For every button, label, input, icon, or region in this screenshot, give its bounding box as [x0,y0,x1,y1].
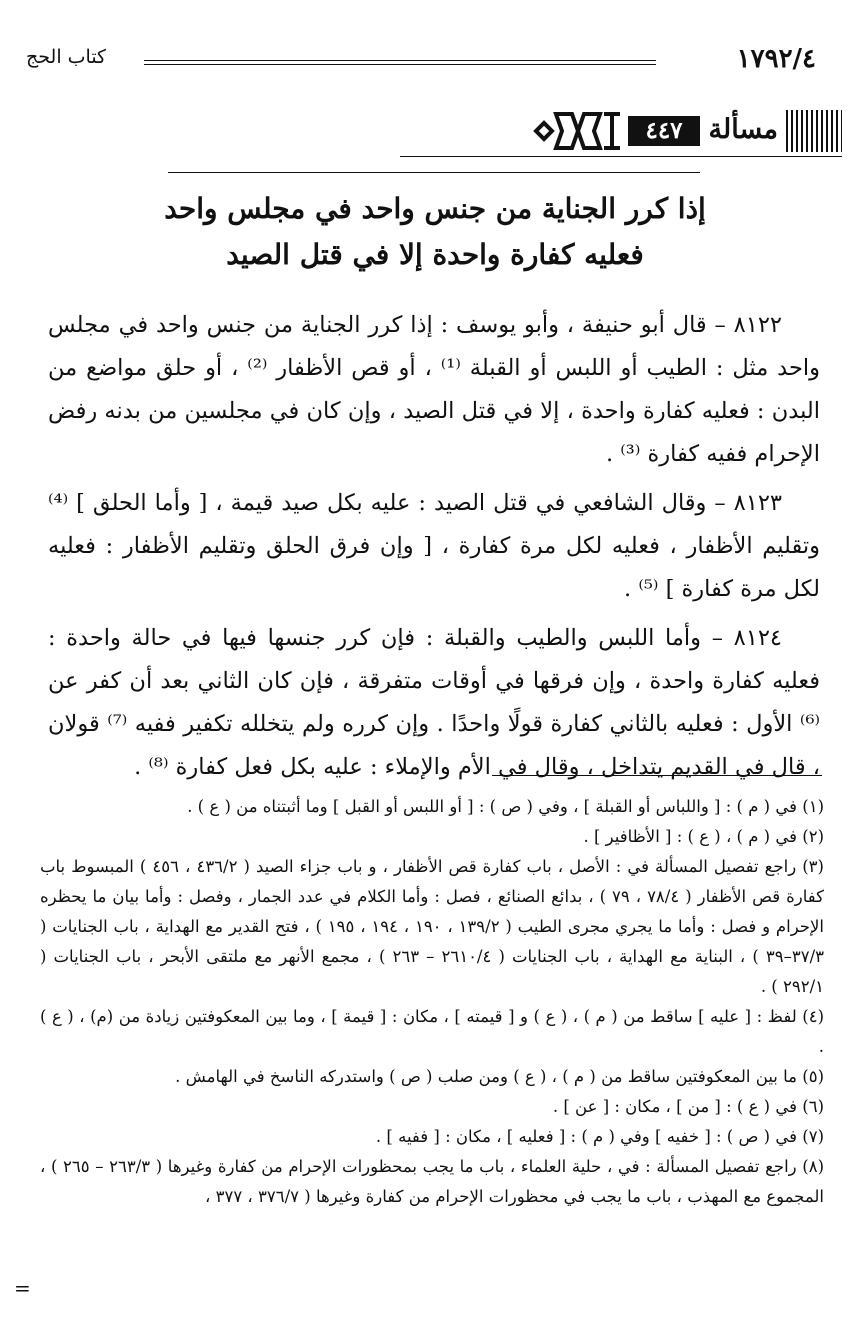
page-number: ١٧٩٢/٤ [736,44,816,74]
issue-banner [532,106,842,156]
geometric-ornament-icon [532,106,624,156]
issue-label: مسألة [708,114,778,145]
heading-line-2: فعليه كفارة واحدة إلا في قتل الصيد [226,238,644,271]
issue-heading [100,186,770,278]
footnote: (٦) في ( ع ) : [ من ] ، مكان : [ عن ] . [552,1097,824,1116]
paragraph: ٨١٢٢ – قال أبو حنيفة ، وأبو يوسف : إذا كرر الجناية من جنس واحد في مجلس واحد مثل : الطيب أو اللبس أو القبلة ⁽¹⁾ ، أو قص الأظفار ⁽²⁾ ، أو حلق مواضع من البدن : فعليه كفارة واحدة ، إلا في قتل الصيد ، وإن كان في مجلسين من بدنه رفض الإحرام ففيه كفارة ⁽³⁾ . [48,312,821,467]
footnote: (٣) راجع تفصيل المسألة في : الأصل ، باب كفارة قص الأظفار ، و باب جزاء الصيد ( ٤٣٦/٢ ، ٤٥٦ ) المبسوط باب كفارة قص الأظفار ( ٧٨/٤ ، ٧٩ ) ، بدائع الصنائع ، فصل : وأما الكلام في عدد الجمار ، وفصل : وأما بيان ما يحظره الإحرام و فصل : وأما ما يجري مجرى الطيب ( ١٣٩/٢ ، ١٩٠ ، ١٩٤ ، ١٩٥ ) ، فتح القدير مع الهداية ، باب الجنايات ( ٣٧/٣–٣٩ ) ، البناية مع الهداية ، باب الجنايات ( ٢٦١٠/٤ – ٢٦٣ ) ، مجمع الأنهر مع ملتقى الأبحر ، باب الجنايات ( ٢٩٢/١ ) . [40,857,824,996]
issue-number-badge: ٤٤٧ [628,116,700,146]
bars-ornament [786,110,842,152]
page-header [26,40,816,80]
heading-top-rule [168,172,700,173]
continuation-mark: = [14,1276,31,1300]
paragraph: ٨١٢٤ – وأما اللبس والطيب والقبلة : فإن كرر جنسها فيها في حالة واحدة : فعليه كفارة واحدة ، وإن فرقها في أوقات متفرقة ، فإن كان الثاني بعد أن كفر عن ⁽⁶⁾ الأول : فعليه بالثاني كفارة قولًا واحدًا . وإن كرره ولم يتخلله تكفير ففيه ⁽⁷⁾ قولان ، قال في القديم يتداخل ، وقال في الأم والإملاء : عليه بكل فعل كفارة ⁽⁸⁾ . [48,625,820,780]
footnote: (١) في ( م ) : [ واللباس أو القبلة ] ، وفي ( ص ) : [ أو اللبس أو القبل ] وما أثبتناه من ( ع ) . [187,797,824,816]
footnote: (٤) لفظ : [ عليه ] ساقط من ( م ) ، ( ع ) و [ قيمته ] ، مكان : [ قيمة ] ، وما بين المعكوفتين زيادة من (م) ، ( ع ) . [40,1007,824,1056]
header-rule [144,60,656,65]
heading-line-1: إذا كرر الجناية من جنس واحد في مجلس واحد [164,192,706,225]
footnote: (٨) راجع تفصيل المسألة : في ، حلية العلماء ، باب ما يجب بمحظورات الإحرام من كفارة وغيرها ( ٢٦٣/٣ – ٢٦٥ ) ، المجموع مع المهذب ، باب ما يجب في محظورات الإحرام من كفارة وغيرها ( ٣٧٦/٧ ، ٣٧٧ ، [40,1157,824,1206]
footnote: (٧) في ( ص ) : [ خفيه ] وفي ( م ) : [ فعليه ] ، مكان : [ ففيه ] . [375,1127,824,1146]
footnote-separator [492,775,822,776]
body-text [48,304,820,795]
book-title: كتاب الحج [26,46,107,68]
paragraph: ٨١٢٣ – وقال الشافعي في قتل الصيد : عليه بكل صيد قيمة ، [ وأما الحلق ] ⁽⁴⁾ وتقليم الأظفار ، فعليه لكل مرة كفارة ، [ وإن فرق الحلق وتقليم الأظفار : فعليه لكل مرة كفارة ] ⁽⁵⁾ . [48,490,820,602]
footnote: (٢) في ( م ) ، ( ع ) : [ الأظافير ] . [583,827,824,846]
footnote: (٥) ما بين المعكوفتين ساقط من ( م ) ، ( ع ) ومن صلب ( ص ) واستدركه الناسخ في الهامش . [175,1067,824,1086]
footnotes [40,792,824,1212]
banner-rule [400,156,842,157]
